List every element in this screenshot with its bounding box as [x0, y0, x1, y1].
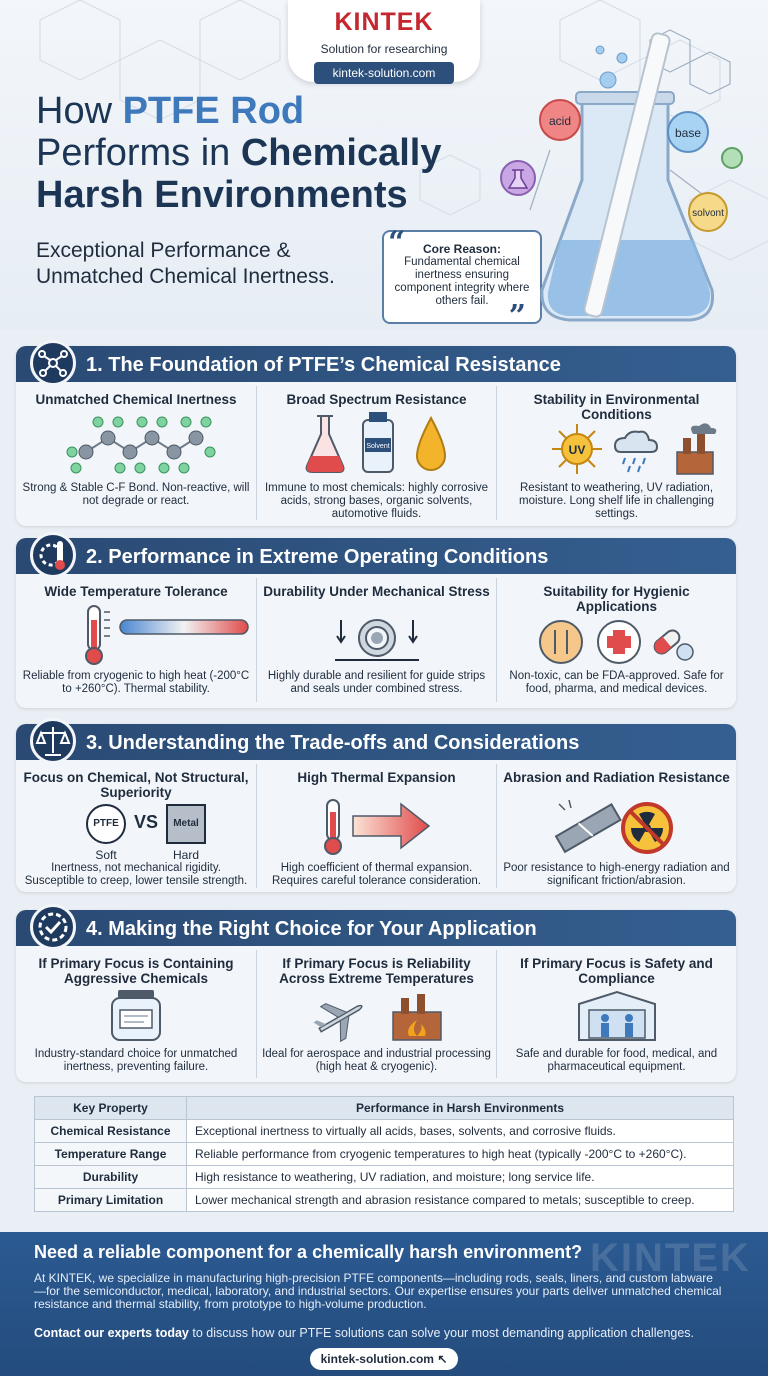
property-name: Temperature Range: [35, 1143, 187, 1166]
ptfe-circle: PTFE: [86, 804, 126, 844]
column-title: Suitability for Hygienic Applications: [543, 584, 690, 614]
airplane-factory-icon: [257, 990, 497, 1042]
column-description: Inertness, not mechanical rigidity. Susceptible to creep, lower tensile strength.: [24, 862, 248, 887]
cleanroom-icon: [497, 990, 737, 1042]
column-description: Highly durable and resilient for guide strips and seals under combined stress.: [267, 670, 486, 695]
table-header: Key Property: [35, 1097, 187, 1120]
column-broad-spectrum: [256, 386, 496, 520]
cta-rest: to discuss how our PTFE solutions can solve your most demanding application challenges.: [188, 1326, 695, 1340]
column-title: Durability Under Mechanical Stress: [263, 584, 490, 599]
fluorocarbon-chain-icon: [16, 412, 256, 476]
column-aggressive-chemicals: [16, 950, 256, 1078]
column-description: Strong & Stable C-F Bond. Non-reactive, will not degrade or react.: [22, 482, 250, 507]
section-extreme-conditions: [16, 538, 736, 708]
footer-cta-text: [34, 1326, 734, 1340]
cursor-icon: ↖: [437, 1352, 448, 1366]
column-title: If Primary Focus is Reliability Across Extreme Temperatures: [279, 956, 474, 986]
column-description: Safe and durable for food, medical, and pharmaceutical equipment.: [515, 1048, 718, 1073]
footer-heading: Need a reliable component for a chemically harsh environment?: [34, 1242, 583, 1262]
column-temperature: [16, 578, 256, 702]
section-header: [16, 910, 736, 946]
column-description: Non-toxic, can be FDA-approved. Safe for food, pharma, and medical devices.: [509, 670, 724, 695]
table-row: [35, 1166, 734, 1189]
column-description: Poor resistance to high-energy radiation and significant friction/abrasion.: [503, 862, 730, 887]
hero-banner: [0, 0, 768, 330]
callout-body: Fundamental chemical inertness ensuring component integrity where others fail.: [394, 256, 530, 307]
title-part: How: [36, 90, 123, 132]
section-header: [16, 538, 736, 574]
molecule-icon: [30, 340, 76, 386]
food-medical-icons: [497, 618, 737, 666]
footer-logo-watermark: KINTEK: [590, 1236, 751, 1280]
column-environmental-stability: [496, 386, 736, 520]
table-header: Performance in Harsh Environments: [187, 1097, 734, 1120]
page-title: [36, 90, 506, 216]
column-mechanical-stress: [256, 578, 496, 702]
gear-checkmark-icon: [30, 904, 76, 950]
column-hygienic: [496, 578, 736, 702]
column-title: High Thermal Expansion: [297, 770, 456, 785]
table-row: [35, 1120, 734, 1143]
column-title: Wide Temperature Tolerance: [44, 584, 228, 599]
column-title: Stability in Environmental Conditions: [533, 392, 700, 422]
section-tradeoffs: [16, 724, 736, 892]
kintek-logo[interactable]: KINTEK: [334, 8, 434, 36]
callout-heading: Core Reason:: [422, 242, 502, 256]
uv-label: UV: [568, 443, 586, 457]
weather-icons: [497, 422, 737, 476]
logo-tagline: Solution for researching: [320, 42, 448, 56]
column-description: Ideal for aerospace and industrial processing (high heat & cryogenic).: [262, 1048, 491, 1073]
column-title: Unmatched Chemical Inertness: [35, 392, 237, 407]
title-bold: Chemically: [240, 132, 442, 174]
chemical-jar-icon: [16, 990, 256, 1042]
column-extreme-temperatures: [256, 950, 496, 1078]
key-property-table: [34, 1096, 734, 1212]
column-title: Broad Spectrum Resistance: [286, 392, 467, 407]
worn-rod-radiation-icon: [497, 800, 737, 856]
column-title: Focus on Chemical, Not Structural, Superiority: [23, 770, 249, 800]
solvent-label: solvont: [692, 208, 724, 219]
section-title: 2. Performance in Extreme Operating Conditions: [86, 546, 549, 568]
acid-label: acid: [548, 114, 572, 128]
metal-block: Metal: [166, 804, 206, 844]
section-right-choice: [16, 910, 736, 1082]
header-url-link[interactable]: kintek-solution.com: [314, 62, 454, 84]
title-accent: PTFE Rod: [122, 90, 305, 132]
column-safety-compliance: [496, 950, 736, 1078]
column-abrasion-radiation: [496, 764, 736, 888]
column-title: Abrasion and Radiation Resistance: [503, 770, 730, 785]
title-bold: Harsh Environments: [36, 174, 408, 216]
thermometer-arrow-icon: [257, 798, 497, 856]
title-part: Performs in: [36, 132, 241, 174]
footer-url-text: kintek-solution.com: [320, 1352, 434, 1366]
property-name: Primary Limitation: [35, 1189, 187, 1212]
seal-compression-icon: [257, 616, 497, 666]
property-value: Reliable performance from cryogenic temperatures to high heat (typically -200°C to +260°C).: [187, 1143, 734, 1166]
base-label: base: [674, 126, 702, 140]
column-description: Reliable from cryogenic to high heat (-200°C to +260°C). Thermal stability.: [22, 670, 250, 695]
section-chemical-resistance: [16, 346, 736, 526]
thermometer-gradient-icon: [16, 602, 256, 666]
column-description: High coefficient of thermal expansion. Requires careful tolerance consideration.: [271, 862, 482, 887]
footer-body: At KINTEK, we specialize in manufacturing high-precision PTFE components—including rods, seals, liners, and custom labware—for the semiconductor, medical, laboratory, and industrial sectors. Our expertise ensures your parts deliver unmatched chemical resistance and thermal stability, from prototype to high-volume production.: [34, 1271, 722, 1311]
column-description: Industry-standard choice for unmatched inertness, preventing failure.: [34, 1048, 238, 1073]
balance-scale-icon: [30, 718, 76, 764]
column-thermal-expansion: [256, 764, 496, 888]
open-quote-icon: “: [388, 225, 406, 260]
versus-label: VS: [133, 812, 158, 832]
section-header: [16, 724, 736, 760]
close-quote-icon: ”: [508, 299, 526, 330]
property-value: High resistance to weathering, UV radiation, and moisture; long service life.: [187, 1166, 734, 1189]
gear-thermometer-icon: [30, 532, 76, 578]
page-subtitle: Exceptional Performance & Unmatched Chemical Inertness.: [36, 239, 335, 288]
section-header: [16, 346, 736, 382]
table-row: [35, 1189, 734, 1212]
contact-experts-link[interactable]: Contact our experts today: [34, 1326, 189, 1340]
section-title: 4. Making the Right Choice for Your Application: [86, 918, 537, 940]
table-row: [35, 1143, 734, 1166]
column-description: Immune to most chemicals: highly corrosive acids, strong bases, organic solvents, automotive fluids.: [264, 482, 489, 520]
property-value: Lower mechanical strength and abrasion resistance compared to metals; susceptible to creep.: [187, 1189, 734, 1212]
property-name: Chemical Resistance: [35, 1120, 187, 1143]
property-name: Durability: [35, 1166, 187, 1189]
chemical-containers-icon: [257, 410, 497, 476]
solvent-bottle-label: Solvent: [366, 443, 390, 450]
section-title: 1. The Foundation of PTFE’s Chemical Resistance: [86, 354, 561, 376]
footer-cta-banner: [0, 1232, 768, 1376]
flask-illustration: [490, 0, 768, 330]
column-title: If Primary Focus is Containing Aggressive Chemicals: [38, 956, 234, 986]
soft-label: Soft: [95, 848, 117, 862]
property-value: Exceptional inertness to virtually all acids, bases, solvents, and corrosive fluids.: [187, 1120, 734, 1143]
hard-label: Hard: [172, 848, 199, 862]
column-inertness: [16, 386, 256, 520]
footer-url-button[interactable]: [310, 1348, 458, 1370]
column-title: If Primary Focus is Safety and Compliance: [520, 956, 713, 986]
section-title: 3. Understanding the Trade-offs and Considerations: [86, 732, 580, 754]
column-description: Resistant to weathering, UV radiation, moisture. Long shelf life in challenging settings.: [519, 482, 714, 520]
table-header-row: [35, 1097, 734, 1120]
column-chemical-vs-structural: [16, 764, 256, 888]
